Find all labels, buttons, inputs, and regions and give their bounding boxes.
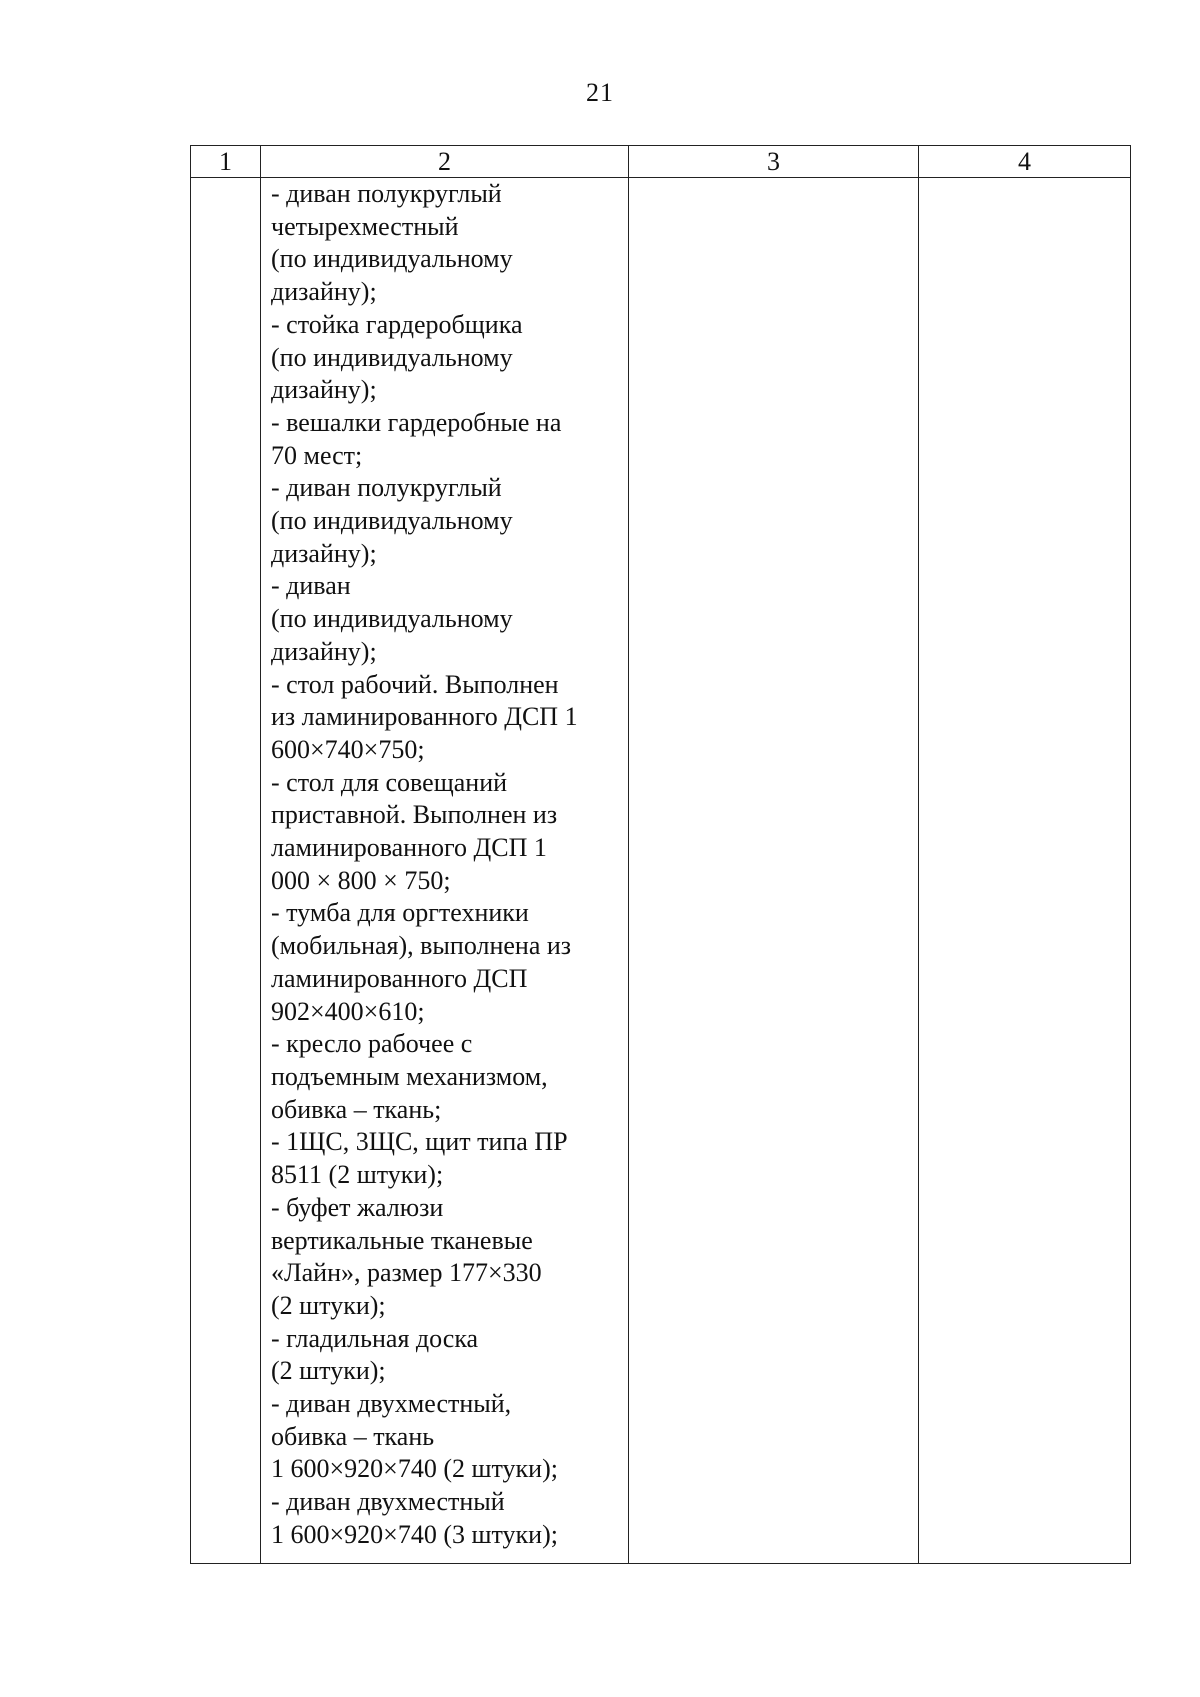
item-line: (по индивидуальному — [271, 506, 513, 536]
item-line: обивка – ткань; — [271, 1094, 442, 1124]
item-line: - кресло рабочее с — [271, 1029, 473, 1059]
item-line: - гладильная доска — [271, 1323, 479, 1353]
item-line: 8511 (2 штуки); — [271, 1160, 444, 1190]
item-line: - стол рабочий. Выполнен — [271, 669, 559, 699]
item-line: - диван — [271, 571, 351, 601]
item-line: 902×400×610; — [271, 996, 425, 1026]
table-header-row — [191, 146, 1131, 178]
item-line: - стол для совещаний — [271, 767, 508, 797]
item-line: ламинированного ДСП 1 — [271, 833, 547, 863]
item-line: из ламинированного ДСП 1 — [271, 702, 578, 732]
item-line: (по индивидуальному — [271, 244, 513, 274]
item-line: - стойка гардеробщика — [271, 309, 523, 339]
cell-col-2 — [261, 178, 629, 1564]
item-line: дизайну); — [271, 636, 377, 666]
header-col-1: 1 — [191, 146, 261, 178]
item-list — [261, 178, 628, 1554]
item-line: четырехместный — [271, 211, 459, 241]
item-line: 70 мест; — [271, 440, 363, 470]
item-line: приставной. Выполнен из — [271, 800, 558, 830]
item-line: дизайну); — [271, 277, 377, 307]
item-line: 1 600×920×740 (2 штуки); — [271, 1454, 558, 1484]
item-line: дизайну); — [271, 375, 377, 405]
item-line: 600×740×750; — [271, 734, 425, 764]
cell-col-3 — [629, 178, 919, 1564]
item-line: - диван полукруглый — [271, 473, 502, 503]
header-col-4: 4 — [919, 146, 1131, 178]
item-line: - диван полукруглый — [271, 179, 502, 208]
item-line: - 1ЩС, 3ЩС, щит типа ПР — [271, 1127, 568, 1157]
page-number: 21 — [586, 78, 614, 107]
item-line: - диван двухместный — [271, 1487, 505, 1517]
item-line: вертикальные тканевые — [271, 1225, 533, 1255]
item-line: подъемным механизмом, — [271, 1061, 548, 1091]
header-col-2: 2 — [261, 146, 629, 178]
cell-col-1 — [191, 178, 261, 1564]
item-line: (мобильная), выполнена из — [271, 931, 572, 961]
document-table — [190, 145, 1131, 1564]
item-line: - диван двухместный, — [271, 1389, 512, 1419]
item-line: (по индивидуальному — [271, 604, 513, 634]
item-line: дизайну); — [271, 538, 377, 568]
item-line: (2 штуки); — [271, 1356, 386, 1386]
item-line: - вешалки гардеробные на — [271, 407, 562, 437]
item-line: - буфет жалюзи — [271, 1192, 444, 1222]
item-line: - тумба для оргтехники — [271, 898, 529, 928]
item-line: 1 600×920×740 (3 штуки); — [271, 1519, 558, 1549]
header-col-3: 3 — [629, 146, 919, 178]
item-line: (2 штуки); — [271, 1290, 386, 1320]
cell-col-4 — [919, 178, 1131, 1564]
table-row — [191, 178, 1131, 1564]
item-line: 000 × 800 × 750; — [271, 865, 451, 895]
item-line: ламинированного ДСП — [271, 963, 528, 993]
item-line: «Лайн», размер 177×330 — [271, 1258, 542, 1288]
item-line: обивка – ткань — [271, 1421, 435, 1451]
item-line: (по индивидуальному — [271, 342, 513, 372]
